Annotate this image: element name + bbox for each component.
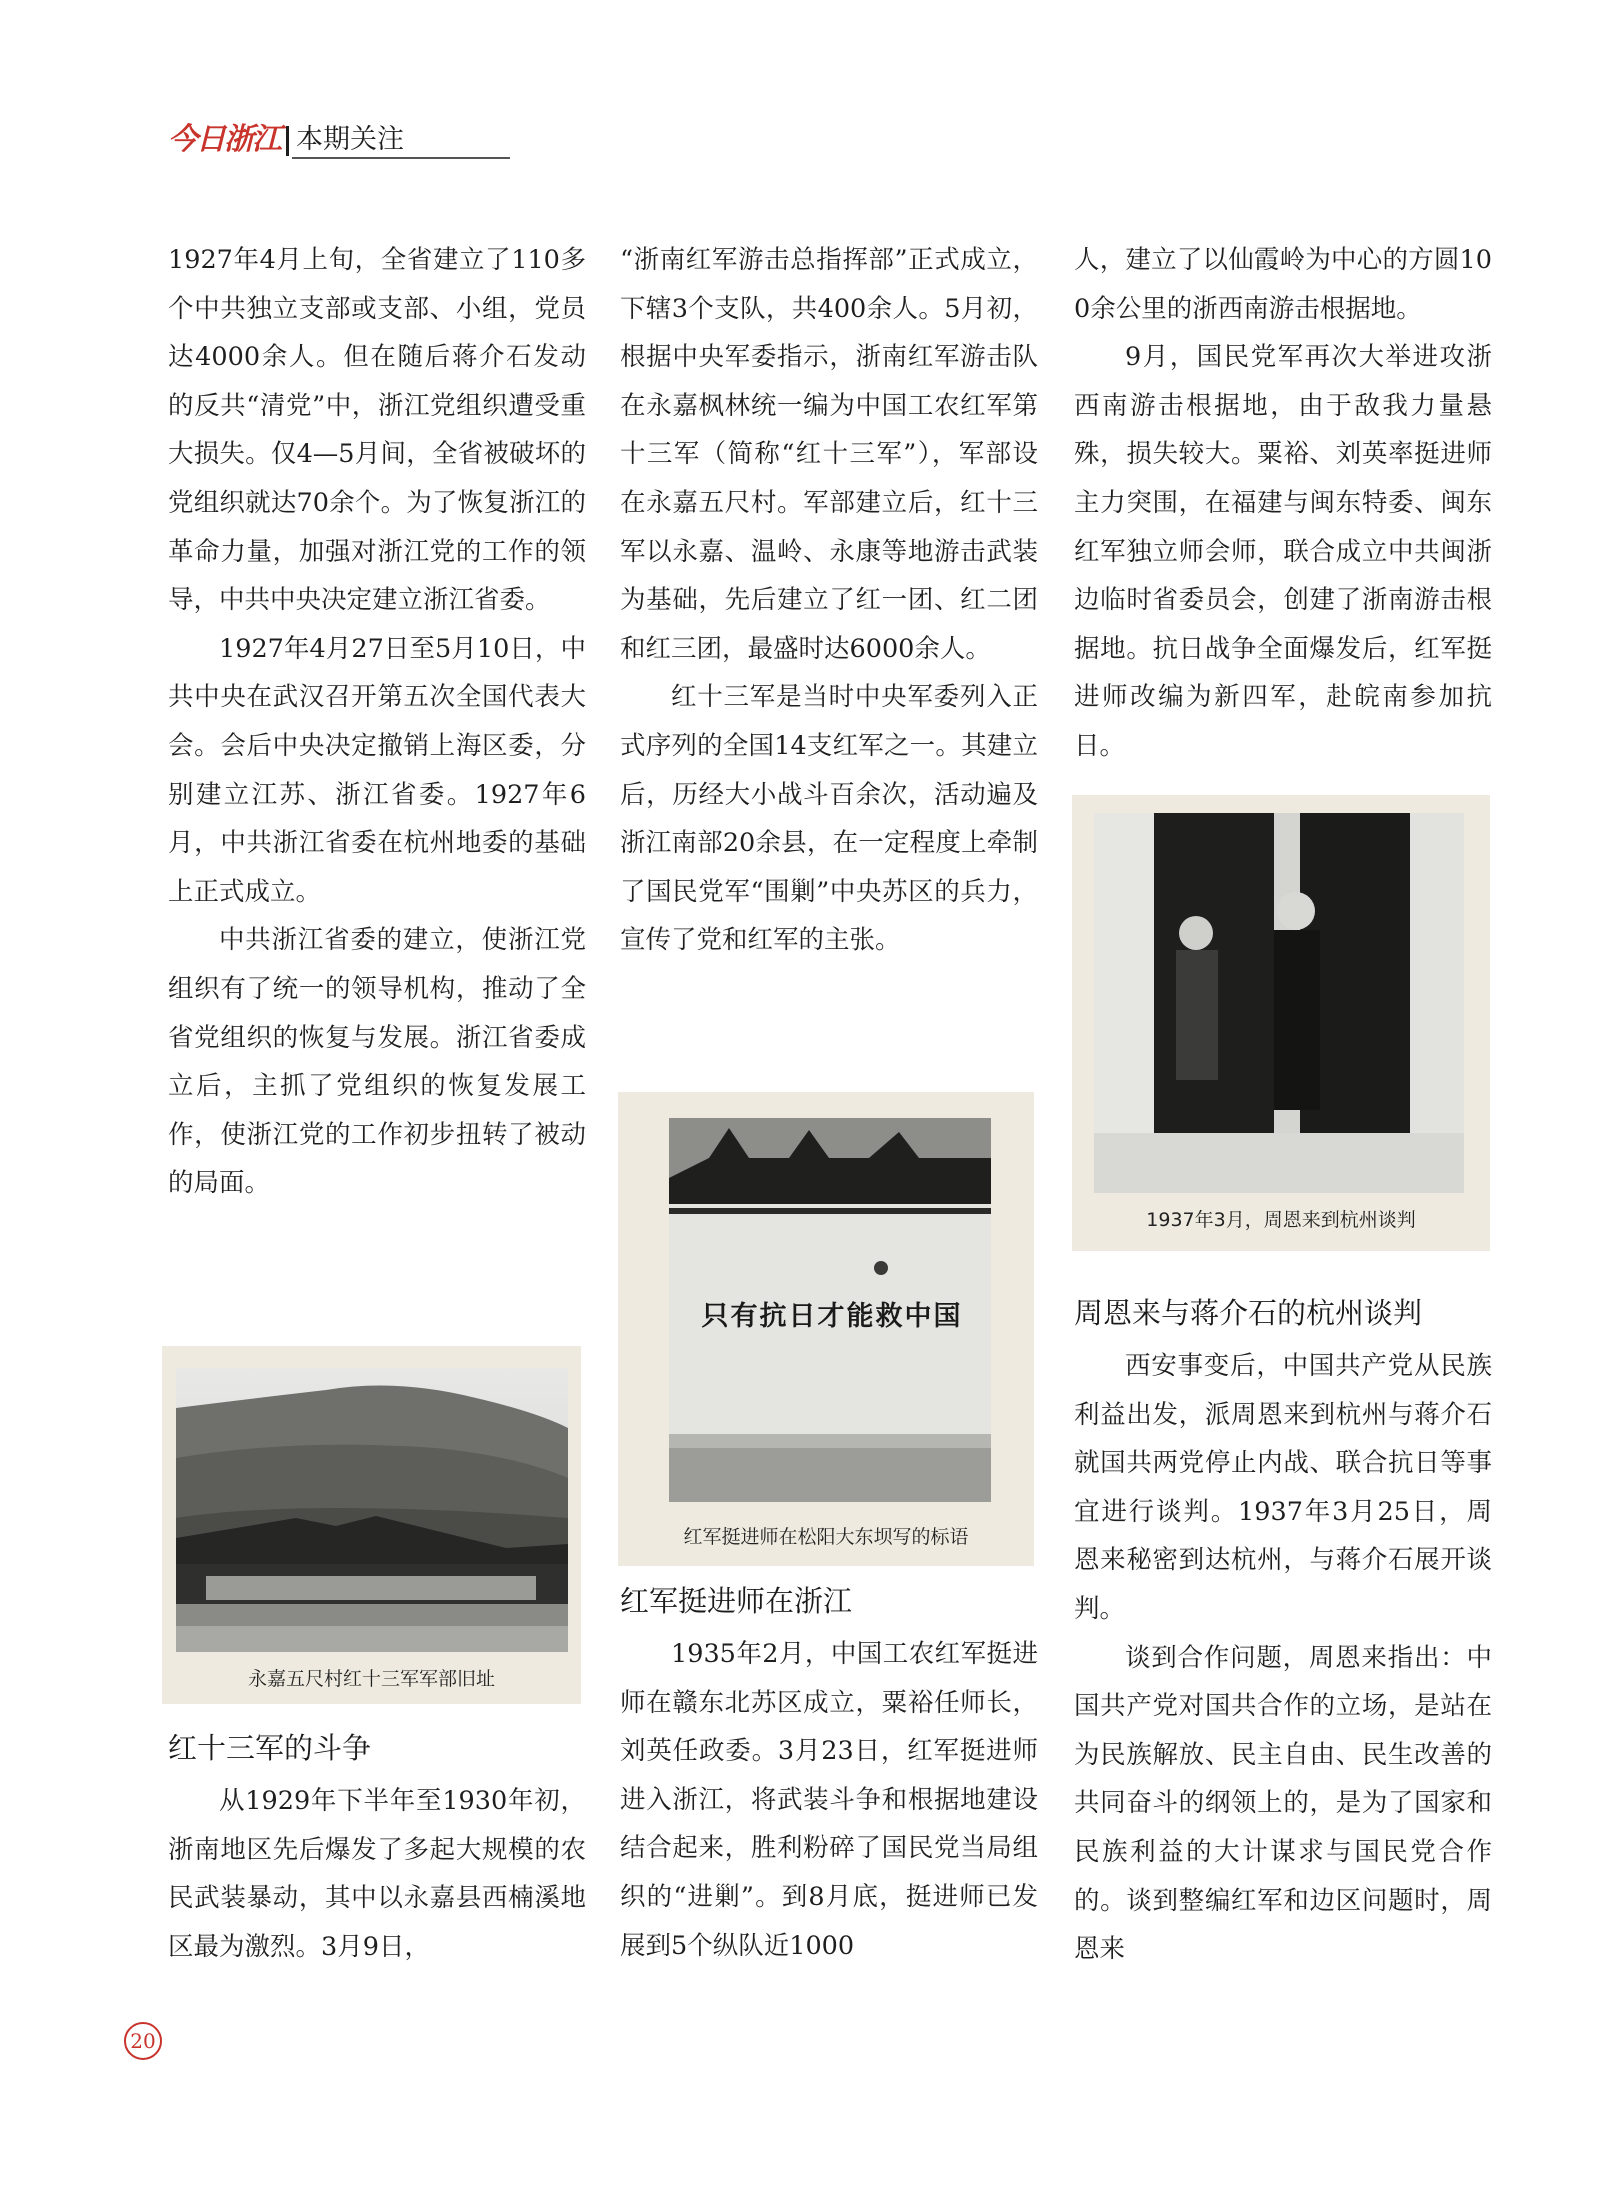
paragraph: 红十三军是当时中央军委列入正式序列的全国14支红军之一。其建立后，历经大小战斗百余次，活动遍及浙江南部20余县，在一定程度上牵制了国民党军“围剿”中央苏区的兵力，宣传了党和红军的主张。 <box>620 682 1038 956</box>
photo-zhou-enlai-hangzhou <box>1094 813 1464 1193</box>
photo-block-hq <box>162 1346 581 1704</box>
paragraph: 谈到合作问题，周恩来指出：中国共产党对国共合作的立场，是站在为民族解放、民主自由、民生改善的共同奋斗的纲领上的，是为了国家和民族利益的大计谋求与国民党合作的。谈到整编红军和边区问题时，周恩来 <box>1074 1642 1492 1965</box>
column-2-lower <box>620 1572 1038 1970</box>
section-heading: 周恩来与蒋介石的杭州谈判 <box>1074 1296 1423 1330</box>
column-1-lower <box>168 1719 586 1971</box>
wall-slogan: 只有抗日才能救中国 <box>701 1301 963 1332</box>
header-separator <box>286 126 289 156</box>
paragraph: 中共浙江省委的建立，使浙江党组织有了统一的领导机构，推动了全省党组织的恢复与发展。浙江省委成立后，主抓了党组织的恢复发展工作，使浙江党的工作初步扭转了被动的局面。 <box>168 925 586 1199</box>
section-heading: 红军挺进师在浙江 <box>620 1584 853 1618</box>
paragraph: 1927年4月上旬，全省建立了110多个中共独立支部或支部、小组，党员达4000余人。但在随后蒋介石发动的反共“清党”中，浙江党组织遭受重大损失。仅4—5月间，全省被破坏的党组织就达70余个。为了恢复浙江的革命力量，加强对浙江党的工作的领导，中共中央决定建立浙江省委。 <box>168 245 586 616</box>
photo-slogan-wall <box>669 1118 991 1502</box>
photo-block-zhou <box>1072 795 1490 1251</box>
section-heading: 红十三军的斗争 <box>168 1731 372 1765</box>
paragraph: “浙南红军游击总指挥部”正式成立，下辖3个支队，共400余人。5月初，根据中央军委指示，浙南红军游击队在永嘉枫林统一编为中国工农红军第十三军（简称“红十三军”），军部设在永嘉五尺村。军部建立后，红十三军以永嘉、温岭、永康等地游击武装为基础，先后建立了红一团、红二团和红三团，最盛时达6000余人。 <box>620 245 1038 664</box>
photo-caption: 红军挺进师在松阳大东坝写的标语 <box>683 1526 969 1548</box>
paragraph: 人，建立了以仙霞岭为中心的方圆100余公里的浙西南游击根据地。 <box>1074 245 1492 324</box>
photo-caption: 1937年3月，周恩来到杭州谈判 <box>1146 1209 1416 1231</box>
paragraph: 从1929年下半年至1930年初，浙南地区先后爆发了多起大规模的农民武装暴动，其中以永嘉县西楠溪地区最为激烈。3月9日， <box>168 1786 586 1962</box>
page-number: 20 <box>124 2022 162 2060</box>
paragraph: 1927年4月27日至5月10日，中共中央在武汉召开第五次全国代表大会。会后中央决定撤销上海区委，分别建立江苏、浙江省委。1927年6月，中共浙江省委在杭州地委的基础上正式成立。 <box>168 633 586 907</box>
photo-red-13th-army-hq <box>176 1368 568 1652</box>
column-3 <box>1074 236 1492 771</box>
paragraph: 9月，国民党军再次大举进攻浙西南游击根据地，由于敌我力量悬殊，损失较大。粟裕、刘英率挺进师主力突围，在福建与闽东特委、闽东红军独立师会师，联合成立中共闽浙边临时省委员会，创建了浙南游击根据地。抗日战争全面爆发后，红军挺进师改编为新四军，赴皖南参加抗日。 <box>1074 342 1492 761</box>
paragraph: 1935年2月，中国工农红军挺进师在赣东北苏区成立，粟裕任师长，刘英任政委。3月23日，红军挺进师进入浙江，将武装斗争和根据地建设结合起来，胜利粉碎了国民党当局组织的“进剿”。到8月底，挺进师已发展到5个纵队近1000 <box>620 1639 1038 1961</box>
photo-caption: 永嘉五尺村红十三军军部旧址 <box>247 1668 495 1690</box>
magazine-logo: 今日浙江 <box>168 122 280 157</box>
section-title: 本期关注 <box>296 124 404 155</box>
photo-block-slogan <box>618 1092 1034 1566</box>
page-header <box>168 120 510 160</box>
header-rule <box>292 157 510 159</box>
paragraph: 西安事变后，中国共产党从民族利益出发，派周恩来到杭州与蒋介石就国共两党停止内战、联合抗日等事宜进行谈判。1937年3月25日，周恩来秘密到达杭州，与蒋介石展开谈判。 <box>1074 1351 1492 1624</box>
column-2 <box>620 236 1038 965</box>
column-1 <box>168 236 586 1208</box>
column-3-lower <box>1074 1284 1492 1974</box>
